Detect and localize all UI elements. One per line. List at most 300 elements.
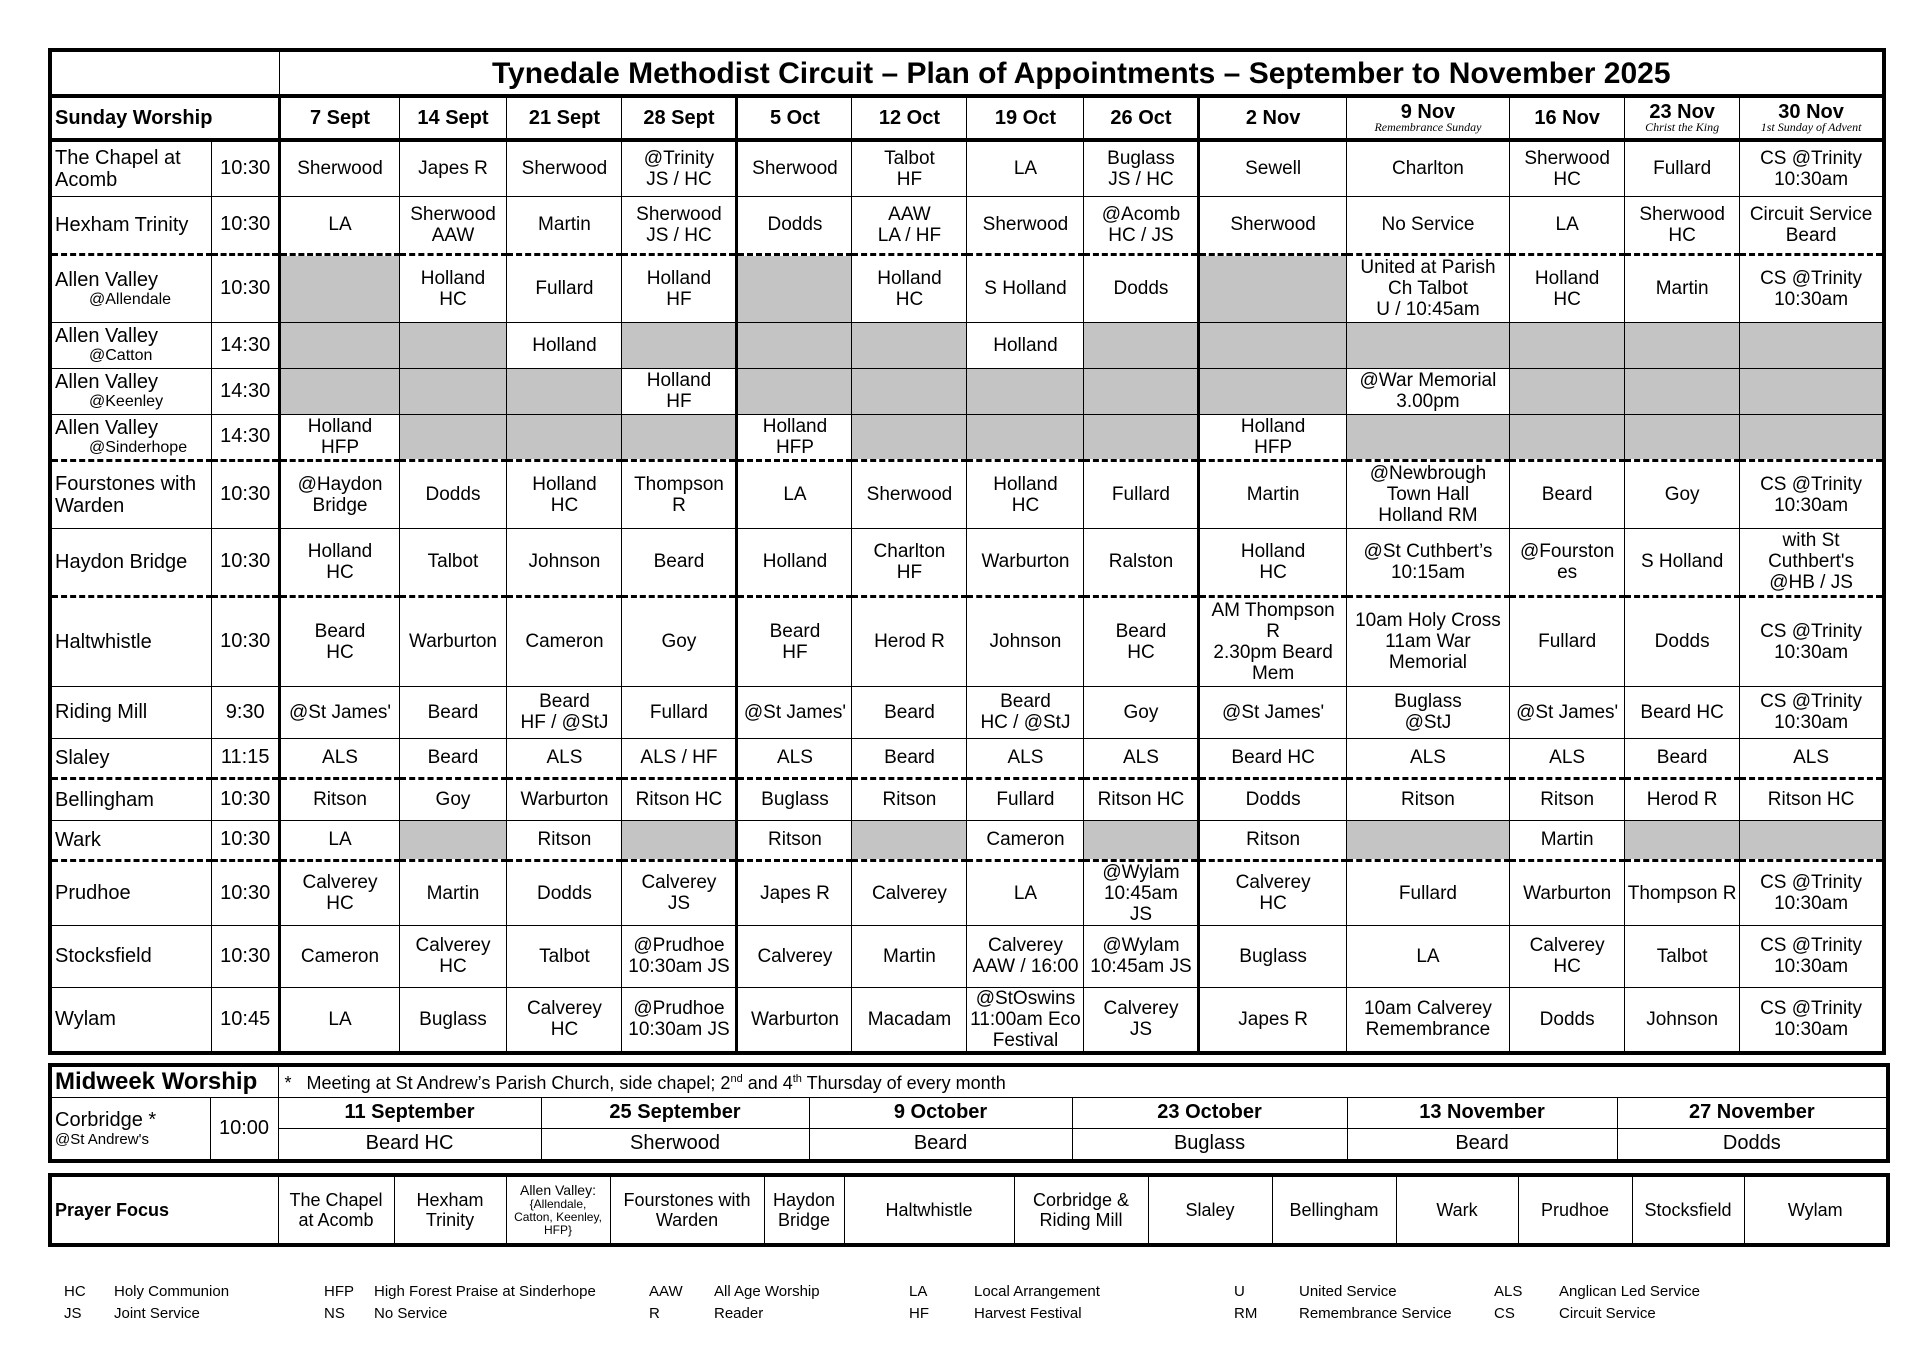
no-service-cell — [622, 322, 737, 368]
appointment-cell: Holland HF — [622, 254, 737, 322]
appointment-cell: Ritson — [1199, 820, 1346, 860]
legend-meaning: Circuit Service — [1559, 1305, 1656, 1322]
appointment-cell: Thompson R — [622, 460, 737, 528]
service-time: 10:30 — [211, 460, 280, 528]
appointment-cell: Ritson — [737, 820, 852, 860]
appointment-cell: Holland HC — [507, 460, 622, 528]
church-name: Slaley — [50, 738, 211, 778]
no-service-cell — [852, 322, 967, 368]
appointment-cell: Holland HF — [622, 368, 737, 414]
no-service-cell — [1199, 254, 1346, 322]
appointment-cell: Goy — [622, 596, 737, 686]
prayer-focus-item: The Chapel at Acomb — [278, 1175, 394, 1245]
appointment-cell: @Newbrough Town Hall Holland RM — [1346, 460, 1509, 528]
service-time: 10:30 — [211, 196, 280, 254]
no-service-cell — [280, 254, 399, 322]
date-header: 23 Nov Christ the King — [1625, 96, 1740, 140]
appointment-cell: ALS — [737, 738, 852, 778]
appointment-cell: Sherwood HC — [1510, 140, 1625, 196]
no-service-cell — [399, 820, 507, 860]
date-header: 5 Oct — [737, 96, 852, 140]
midweek-title: Midweek Worship — [50, 1065, 278, 1097]
appointment-cell: Talbot — [399, 528, 507, 596]
no-service-cell — [1625, 414, 1740, 460]
no-service-cell — [399, 414, 507, 460]
date-header: 19 Oct — [967, 96, 1084, 140]
no-service-cell — [280, 322, 399, 368]
church-name: Haltwhistle — [50, 596, 211, 686]
appointment-cell: Beard HF — [737, 596, 852, 686]
appointment-cell: Holland HC — [1199, 528, 1346, 596]
legend-code: LA — [909, 1283, 928, 1300]
service-time: 10:30 — [211, 925, 280, 987]
no-service-cell — [967, 368, 1084, 414]
no-service-cell — [967, 414, 1084, 460]
church-name: Allen Valley @Allendale — [50, 254, 211, 322]
appointment-cell: Ritson HC — [1740, 778, 1884, 820]
legend-meaning: Local Arrangement — [974, 1283, 1100, 1300]
appointment-cell: Calverey HC — [399, 925, 507, 987]
service-time: 10:30 — [211, 778, 280, 820]
appointment-cell: Fullard — [1084, 460, 1199, 528]
appointment-cell: Beard HC — [280, 596, 399, 686]
legend-meaning: High Forest Praise at Sinderhope — [374, 1283, 596, 1300]
appointment-cell: Holland HFP — [737, 414, 852, 460]
service-time: 11:15 — [211, 738, 280, 778]
appointment-cell: Sherwood — [1199, 196, 1346, 254]
appointment-cell: Japes R — [737, 860, 852, 925]
appointment-cell: Sherwood — [507, 140, 622, 196]
appointment-cell: Beard HC / @StJ — [967, 686, 1084, 738]
church-name: Wylam — [50, 987, 211, 1053]
legend-code: NS — [324, 1305, 345, 1322]
appointment-cell: Martin — [1625, 254, 1740, 322]
midweek-time: 10:00 — [210, 1097, 278, 1161]
no-service-cell — [1199, 368, 1346, 414]
midweek-preacher: Beard — [1347, 1128, 1617, 1161]
appointment-cell: @St James' — [737, 686, 852, 738]
appointment-cell: CS @Trinity 10:30am — [1740, 860, 1884, 925]
appointment-cell: Holland — [967, 322, 1084, 368]
appointment-cell: @St James' — [1510, 686, 1625, 738]
appointment-cell: Holland — [737, 528, 852, 596]
legend-meaning: Anglican Led Service — [1559, 1283, 1700, 1300]
appointment-cell: Ritson HC — [622, 778, 737, 820]
no-service-cell — [1084, 368, 1199, 414]
no-service-cell — [737, 254, 852, 322]
no-service-cell — [1625, 820, 1740, 860]
appointment-cell: Calverey HC — [507, 987, 622, 1053]
no-service-cell — [1084, 322, 1199, 368]
service-time: 10:30 — [211, 596, 280, 686]
appointment-cell: Beard — [852, 686, 967, 738]
appointment-cell: AAW LA / HF — [852, 196, 967, 254]
appointment-cell: Fullard — [1346, 860, 1509, 925]
prayer-focus-table — [48, 1173, 1890, 1247]
appointment-cell: CS @Trinity 10:30am — [1740, 686, 1884, 738]
appointment-cell: Dodds — [399, 460, 507, 528]
church-row — [50, 925, 1884, 987]
legend-meaning: Reader — [714, 1305, 764, 1322]
appointment-cell: Fullard — [622, 686, 737, 738]
church-name: The Chapel at Acomb — [50, 140, 211, 196]
appointment-cell: @St James' — [280, 686, 399, 738]
midweek-date: 27 November — [1617, 1097, 1888, 1128]
church-row — [50, 140, 1884, 196]
appointment-cell: @Prudhoe 10:30am JS — [622, 987, 737, 1053]
church-row — [50, 596, 1884, 686]
no-service-cell — [1625, 322, 1740, 368]
appointment-cell: Sewell — [1199, 140, 1346, 196]
date-header: 2 Nov — [1199, 96, 1346, 140]
prayer-focus-item: Prudhoe — [1518, 1175, 1632, 1245]
appointment-cell: No Service — [1346, 196, 1509, 254]
appointment-cell: Japes R — [1199, 987, 1346, 1053]
appointment-cell: @Haydon Bridge — [280, 460, 399, 528]
appointment-cell: Dodds — [1199, 778, 1346, 820]
appointment-cell: ALS — [1084, 738, 1199, 778]
service-time: 9:30 — [211, 686, 280, 738]
church-name: Allen Valley @Keenley — [50, 368, 211, 414]
no-service-cell — [507, 414, 622, 460]
appointment-cell: Calverey — [737, 925, 852, 987]
appointment-cell: @Wylam 10:45am JS — [1084, 925, 1199, 987]
church-row — [50, 460, 1884, 528]
legend-meaning: No Service — [374, 1305, 448, 1322]
appointment-cell: ALS — [1510, 738, 1625, 778]
church-name: Prudhoe — [50, 860, 211, 925]
no-service-cell — [1510, 368, 1625, 414]
appointment-cell: Buglass — [1199, 925, 1346, 987]
appointment-cell: Fullard — [967, 778, 1084, 820]
prayer-focus-item: Hexham Trinity — [394, 1175, 506, 1245]
church-row — [50, 528, 1884, 596]
appointment-cell: Dodds — [1510, 987, 1625, 1053]
legend-code: JS — [64, 1305, 82, 1322]
date-header: 26 Oct — [1084, 96, 1199, 140]
prayer-focus-item: Stocksfield — [1632, 1175, 1744, 1245]
appointment-cell: @War Memorial 3.00pm — [1346, 368, 1509, 414]
appointment-cell: Beard HC — [1084, 596, 1199, 686]
no-service-cell — [1084, 414, 1199, 460]
midweek-preacher: Beard HC — [278, 1128, 541, 1161]
no-service-cell — [1346, 322, 1509, 368]
no-service-cell — [1346, 820, 1509, 860]
appointment-cell: Sherwood JS / HC — [622, 196, 737, 254]
appointment-cell: AM Thompson R 2.30pm Beard Mem — [1199, 596, 1346, 686]
legend-code: HF — [909, 1305, 929, 1322]
appointment-cell: Fullard — [1510, 596, 1625, 686]
appointment-cell: Holland HC — [1510, 254, 1625, 322]
appointment-cell: Calverey HC — [1510, 925, 1625, 987]
church-name: Haydon Bridge — [50, 528, 211, 596]
appointment-cell: LA — [1510, 196, 1625, 254]
service-time: 10:30 — [211, 140, 280, 196]
plan-page — [48, 48, 1886, 1247]
appointment-cell: Goy — [399, 778, 507, 820]
legend-code: RM — [1234, 1305, 1258, 1322]
appointment-cell: Charlton — [1346, 140, 1509, 196]
legend-code: HC — [64, 1283, 86, 1300]
appointment-cell: Beard — [622, 528, 737, 596]
prayer-focus-item: Haltwhistle — [844, 1175, 1014, 1245]
appointment-cell: Ralston — [1084, 528, 1199, 596]
legend-meaning: Joint Service — [114, 1305, 200, 1322]
appointment-cell: Herod R — [1625, 778, 1740, 820]
midweek-date: 23 October — [1072, 1097, 1347, 1128]
church-name: Allen Valley @Catton — [50, 322, 211, 368]
prayer-focus-item: Corbridge & Riding Mill — [1014, 1175, 1148, 1245]
appointment-cell: Martin — [852, 925, 967, 987]
appointment-cell: Holland HFP — [280, 414, 399, 460]
church-row — [50, 987, 1884, 1053]
church-name: Bellingham — [50, 778, 211, 820]
appointment-cell: @StOswins 11:00am Eco Festival — [967, 987, 1084, 1053]
appointment-cell: LA — [737, 460, 852, 528]
legend-meaning: Holy Communion — [114, 1283, 230, 1300]
appointment-cell: CS @Trinity 10:30am — [1740, 925, 1884, 987]
appointment-cell: ALS — [967, 738, 1084, 778]
legend-meaning: United Service — [1299, 1283, 1397, 1300]
no-service-cell — [852, 414, 967, 460]
appointment-cell: Macadam — [852, 987, 967, 1053]
no-service-cell — [507, 368, 622, 414]
service-time: 14:30 — [211, 368, 280, 414]
appointment-cell: LA — [967, 140, 1084, 196]
appointment-cell: LA — [1346, 925, 1509, 987]
appointment-cell: Goy — [1084, 686, 1199, 738]
appointment-cell: Goy — [1625, 460, 1740, 528]
legend-row — [64, 1305, 1764, 1327]
appointment-cell: @St James' — [1199, 686, 1346, 738]
appointment-cell: Sherwood — [280, 140, 399, 196]
appointment-cell: Talbot — [507, 925, 622, 987]
appointment-cell: United at Parish Ch Talbot U / 10:45am — [1346, 254, 1509, 322]
appointment-cell: @Acomb HC / JS — [1084, 196, 1199, 254]
no-service-cell — [622, 414, 737, 460]
appointment-cell: Ritson — [852, 778, 967, 820]
church-row — [50, 254, 1884, 322]
appointment-cell: Circuit Service Beard — [1740, 196, 1884, 254]
appointment-cell: 10am Holy Cross 11am War Memorial — [1346, 596, 1509, 686]
church-row — [50, 322, 1884, 368]
appointment-cell: CS @Trinity 10:30am — [1740, 987, 1884, 1053]
date-header: 21 Sept — [507, 96, 622, 140]
no-service-cell — [622, 820, 737, 860]
church-row — [50, 196, 1884, 254]
date-header: 30 Nov 1st Sunday of Advent — [1740, 96, 1884, 140]
page-title: Tynedale Methodist Circuit – Plan of Appointments – September to November 2025 — [280, 50, 1884, 96]
church-name: Wark — [50, 820, 211, 860]
midweek-date: 11 September — [278, 1097, 541, 1128]
appointment-cell: Holland HC — [280, 528, 399, 596]
appointment-cell: @Prudhoe 10:30am JS — [622, 925, 737, 987]
church-name: Riding Mill — [50, 686, 211, 738]
no-service-cell — [1740, 414, 1884, 460]
appointment-cell: ALS — [1346, 738, 1509, 778]
appointment-cell: Holland HFP — [1199, 414, 1346, 460]
appointment-cell: Ritson — [507, 820, 622, 860]
no-service-cell — [737, 368, 852, 414]
appointment-cell: LA — [280, 987, 399, 1053]
appointment-cell: Sherwood AAW — [399, 196, 507, 254]
appointment-cell: Calverey JS — [622, 860, 737, 925]
prayer-focus-allen-valley: Allen Valley: {Allendale, Catton, Keenley, HFP} — [506, 1175, 610, 1245]
appointment-cell: Herod R — [852, 596, 967, 686]
appointment-cell: LA — [280, 196, 399, 254]
church-name: Stocksfield — [50, 925, 211, 987]
appointment-cell: Holland HC — [967, 460, 1084, 528]
appointment-cell: Calverey HC — [1199, 860, 1346, 925]
legend-code: CS — [1494, 1305, 1515, 1322]
appointment-cell: ALS — [280, 738, 399, 778]
appointment-cell: ALS / HF — [622, 738, 737, 778]
appointment-cell: Calverey JS — [1084, 987, 1199, 1053]
midweek-date: 13 November — [1347, 1097, 1617, 1128]
church-row — [50, 860, 1884, 925]
appointment-cell: Cameron — [967, 820, 1084, 860]
appointment-cell: Calverey AAW / 16:00 — [967, 925, 1084, 987]
no-service-cell — [852, 368, 967, 414]
appointment-cell: CS @Trinity 10:30am — [1740, 254, 1884, 322]
sunday-worship-label: Sunday Worship — [50, 96, 280, 140]
appointment-cell: Fullard — [1625, 140, 1740, 196]
midweek-preacher: Beard — [809, 1128, 1072, 1161]
midweek-preacher: Sherwood — [541, 1128, 809, 1161]
no-service-cell — [1740, 368, 1884, 414]
appointment-cell: Warburton — [1510, 860, 1625, 925]
appointment-cell: Talbot — [1625, 925, 1740, 987]
appointment-cell: Martin — [1199, 460, 1346, 528]
title-spacer — [50, 50, 280, 96]
appointment-cell: Sherwood — [852, 460, 967, 528]
legend-code: HFP — [324, 1283, 354, 1300]
appointment-cell: Beard HF / @StJ — [507, 686, 622, 738]
church-row — [50, 414, 1884, 460]
no-service-cell — [852, 820, 967, 860]
no-service-cell — [399, 368, 507, 414]
date-header: 16 Nov — [1510, 96, 1625, 140]
no-service-cell — [737, 322, 852, 368]
appointment-cell: Martin — [399, 860, 507, 925]
legend-meaning: Remembrance Service — [1299, 1305, 1452, 1322]
date-header: 28 Sept — [622, 96, 737, 140]
no-service-cell — [280, 368, 399, 414]
appointment-cell: ALS — [1740, 738, 1884, 778]
midweek-preacher: Buglass — [1072, 1128, 1347, 1161]
appointment-cell: Dodds — [507, 860, 622, 925]
no-service-cell — [1510, 322, 1625, 368]
sunday-worship-table — [48, 48, 1886, 1055]
legend-meaning: All Age Worship — [714, 1283, 820, 1300]
appointment-cell: Calverey HC — [280, 860, 399, 925]
appointment-cell: Martin — [507, 196, 622, 254]
appointment-cell: Buglass — [737, 778, 852, 820]
no-service-cell — [1346, 414, 1509, 460]
appointment-cell: Sherwood HC — [1625, 196, 1740, 254]
appointment-cell: Talbot HF — [852, 140, 967, 196]
appointment-cell: ALS — [507, 738, 622, 778]
appointment-cell: Beard — [399, 686, 507, 738]
appointment-cell: CS @Trinity 10:30am — [1740, 596, 1884, 686]
no-service-cell — [1199, 322, 1346, 368]
appointment-cell: 10am Calverey Remembrance — [1346, 987, 1509, 1053]
date-header: 7 Sept — [280, 96, 399, 140]
appointment-cell: Cameron — [280, 925, 399, 987]
appointment-cell: Holland HC — [399, 254, 507, 322]
appointment-cell: @Wylam 10:45am JS — [1084, 860, 1199, 925]
no-service-cell — [1740, 322, 1884, 368]
legend-meaning: Harvest Festival — [974, 1305, 1082, 1322]
service-time: 10:45 — [211, 987, 280, 1053]
service-time: 14:30 — [211, 414, 280, 460]
church-row — [50, 820, 1884, 860]
appointment-cell: CS @Trinity 10:30am — [1740, 140, 1884, 196]
prayer-focus-item: Wylam — [1744, 1175, 1888, 1245]
no-service-cell — [399, 322, 507, 368]
appointment-cell: Ritson — [1346, 778, 1509, 820]
appointment-cell: LA — [280, 820, 399, 860]
appointment-cell: Sherwood — [737, 140, 852, 196]
prayer-focus-item: Wark — [1396, 1175, 1518, 1245]
prayer-focus-item: Haydon Bridge — [764, 1175, 844, 1245]
appointment-cell: with St Cuthbert's @HB / JS — [1740, 528, 1884, 596]
church-name: Hexham Trinity — [50, 196, 211, 254]
appointment-cell: Martin — [1510, 820, 1625, 860]
appointment-cell: Dodds — [1625, 596, 1740, 686]
appointment-cell: Fullard — [507, 254, 622, 322]
prayer-focus-item: Slaley — [1148, 1175, 1272, 1245]
abbreviation-legend — [64, 1283, 1764, 1327]
appointment-cell: LA — [967, 860, 1084, 925]
legend-code: R — [649, 1305, 660, 1322]
midweek-worship-table — [48, 1063, 1890, 1163]
appointment-cell: CS @Trinity 10:30am — [1740, 460, 1884, 528]
appointment-cell: Ritson — [1510, 778, 1625, 820]
appointment-cell: Buglass JS / HC — [1084, 140, 1199, 196]
appointment-cell: Japes R — [399, 140, 507, 196]
appointment-cell: Beard — [399, 738, 507, 778]
appointment-cell: Beard — [1510, 460, 1625, 528]
midweek-preacher: Dodds — [1617, 1128, 1888, 1161]
appointment-cell: Johnson — [1625, 987, 1740, 1053]
midweek-note: * Meeting at St Andrew’s Parish Church, side chapel; 2nd and 4th Thursday of every month — [278, 1065, 1888, 1097]
service-time: 10:30 — [211, 254, 280, 322]
prayer-focus-title: Prayer Focus — [50, 1175, 278, 1245]
service-time: 10:30 — [211, 528, 280, 596]
appointment-cell: Johnson — [967, 596, 1084, 686]
appointment-cell: Sherwood — [967, 196, 1084, 254]
appointment-cell: @Trinity JS / HC — [622, 140, 737, 196]
appointment-cell: Warburton — [737, 987, 852, 1053]
legend-row — [64, 1283, 1764, 1305]
appointment-cell: Warburton — [399, 596, 507, 686]
prayer-focus-item: Fourstones with Warden — [610, 1175, 764, 1245]
date-header: 9 Nov Remembrance Sunday — [1346, 96, 1509, 140]
appointment-cell: Cameron — [507, 596, 622, 686]
legend-code: AAW — [649, 1283, 683, 1300]
appointment-cell: Dodds — [737, 196, 852, 254]
appointment-cell: @Fourston es — [1510, 528, 1625, 596]
church-name: Allen Valley @Sinderhope — [50, 414, 211, 460]
appointment-cell: Beard HC — [1199, 738, 1346, 778]
service-time: 14:30 — [211, 322, 280, 368]
no-service-cell — [1510, 414, 1625, 460]
church-row — [50, 778, 1884, 820]
appointment-cell: Beard HC — [1625, 686, 1740, 738]
appointment-cell: Buglass @StJ — [1346, 686, 1509, 738]
appointment-cell: Calverey — [852, 860, 967, 925]
